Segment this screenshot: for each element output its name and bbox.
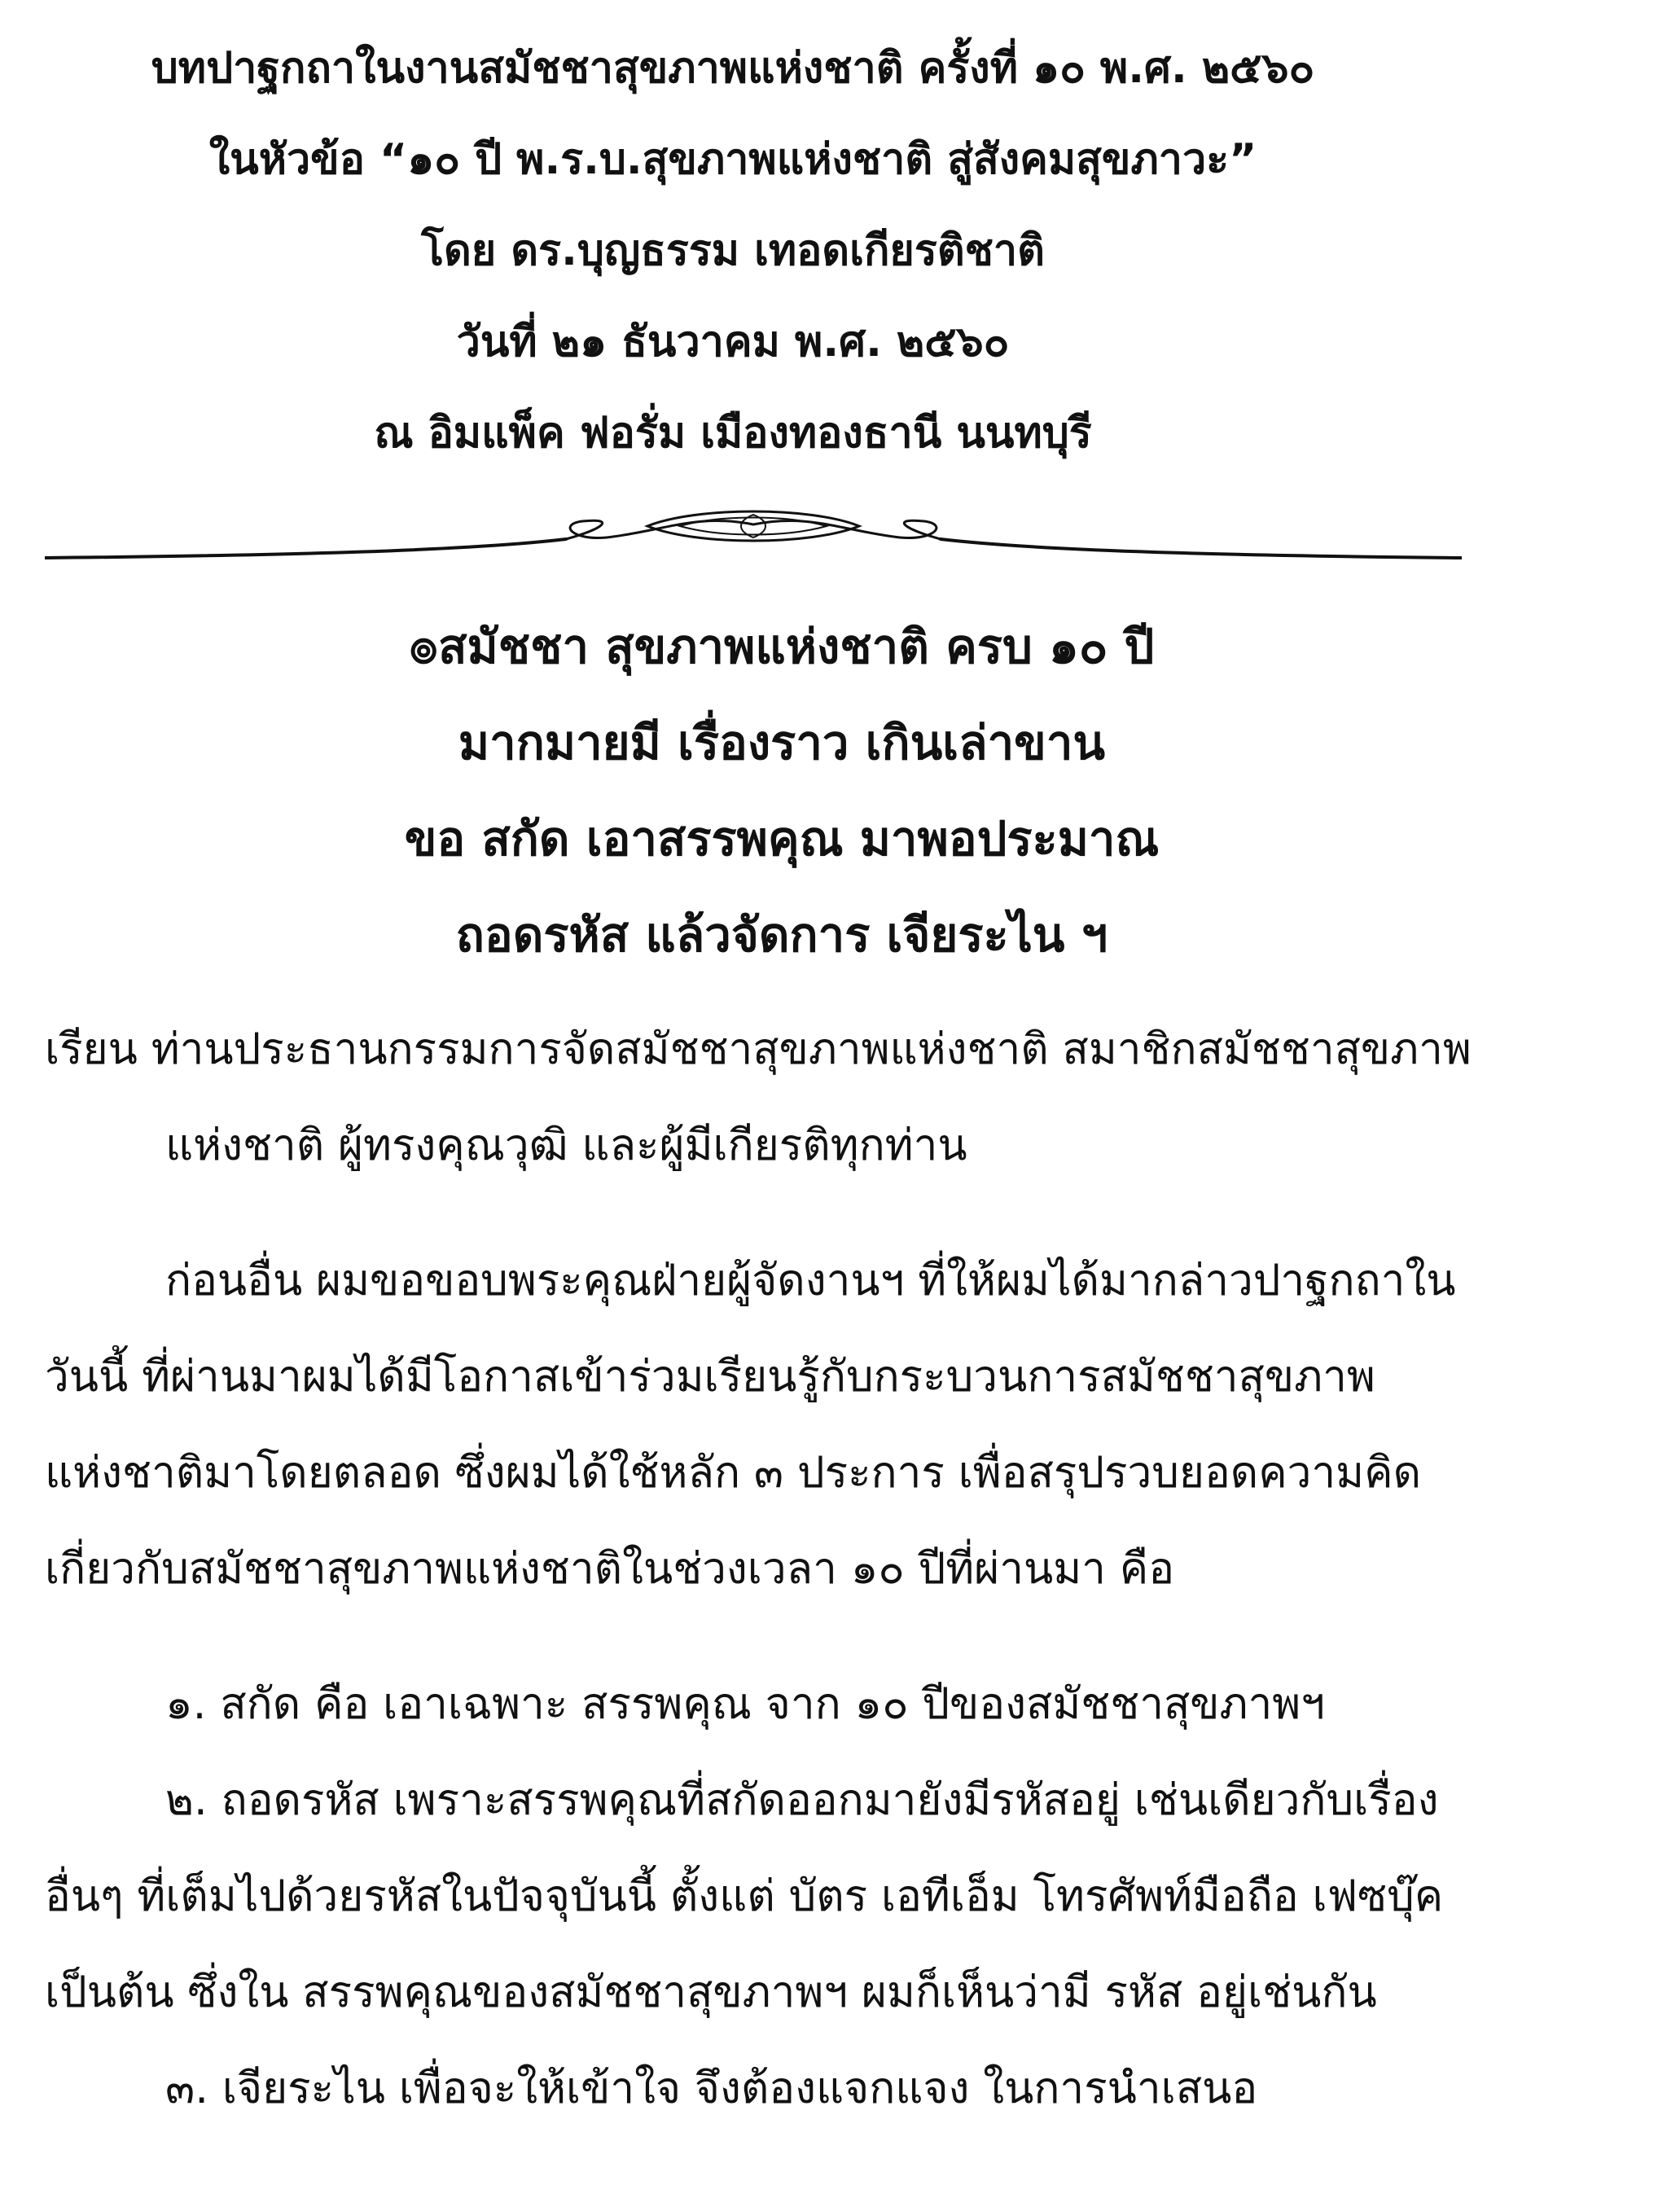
intro-line: เกี่ยวกับสมัชชาสุขภาพแห่งชาติในช่วงเวลา ๑๐ ปีที่ผ่านมา คือ (45, 1544, 1175, 1594)
list-item-continuation: เป็นต้น ซึ่งใน สรรพคุณของสมัชชาสุขภาพฯ ผมก็เห็นว่ามี รหัส อยู่เช่นกัน (45, 1968, 1377, 2017)
flourish-divider-icon (45, 489, 1462, 570)
intro-line: แห่งชาติมาโดยตลอด ซึ่งผมได้ใช้หลัก ๓ ประการ เพื่อสรุปรวบยอดความคิด (45, 1448, 1421, 1498)
opening-poem (0, 599, 1564, 983)
list-item: ๒. ถอดรหัส เพราะสรรพคุณที่สกัดออกมายังมีรหัสอยู่ เช่นเดียวกับเรื่อง (165, 1775, 1439, 1825)
speech-body (45, 1002, 1568, 2137)
list-item: ๓. เจียระไน เพื่อจะให้เข้าใจ จึงต้องแจกแจง ในการนำเสนอ (165, 2064, 1258, 2113)
poem-line: มากมายมี เรื่องราว เกินเล่าขาน (458, 715, 1106, 770)
poem-line: ๏สมัชชา สุขภาพแห่งชาติ ครบ ๑๐ ปี (409, 619, 1155, 674)
poem-line: ขอ สกัด เอาสรรพคุณ มาพอประมาณ (404, 811, 1160, 867)
header-date: วันที่ ๒๑ ธันวาคม พ.ศ. ๒๕๖๐ (456, 318, 1010, 366)
salutation-line: แห่งชาติ ผู้ทรงคุณวุฒิ และผู้มีเกียรติทุกท่าน (165, 1121, 967, 1170)
list-item-continuation: อื่นๆ ที่เต็มไปด้วยรหัสในปัจจุบันนี้ ตั้งแต่ บัตร เอทีเอ็ม โทรศัพท์มือถือ เฟซบุ๊ค (45, 1871, 1444, 1921)
salutation-line: เรียน ท่านประธานกรรมการจัดสมัชชาสุขภาพแห่งชาติ สมาชิกสมัชชาสุขภาพ (45, 1024, 1472, 1074)
header-speaker: โดย ดร.บุญธรรม เทอดเกียรติชาติ (421, 226, 1045, 275)
intro-line: วันนี้ ที่ผ่านมาผมได้มีโอกาสเข้าร่วมเรียนรู้กับกระบวนการสมัชชาสุขภาพ (45, 1352, 1375, 1402)
poem-line: ถอดรหัส แล้วจัดการ เจียระไน ฯ (455, 907, 1108, 963)
header-title: บทปาฐกถาในงานสมัชชาสุขภาพแห่งชาติ ครั้งที่ ๑๐ พ.ศ. ๒๕๖๐ (151, 44, 1315, 93)
lecture-header (0, 23, 1466, 479)
intro-line: ก่อนอื่น ผมขอขอบพระคุณฝ่ายผู้จัดงานฯ ที่ให้ผมได้มากล่าวปาฐกถาใน (165, 1256, 1456, 1305)
header-venue: ณ อิมแพ็ค ฟอรั่ม เมืองทองธานี นนทบุรี (374, 409, 1092, 458)
list-item: ๑. สกัด คือ เอาเฉพาะ สรรพคุณ จาก ๑๐ ปีของสมัชชาสุขภาพฯ (165, 1679, 1325, 1729)
header-topic: ในหัวข้อ “๑๐ ปี พ.ร.บ.สุขภาพแห่งชาติ สู่สังคมสุขภาวะ” (208, 135, 1257, 184)
